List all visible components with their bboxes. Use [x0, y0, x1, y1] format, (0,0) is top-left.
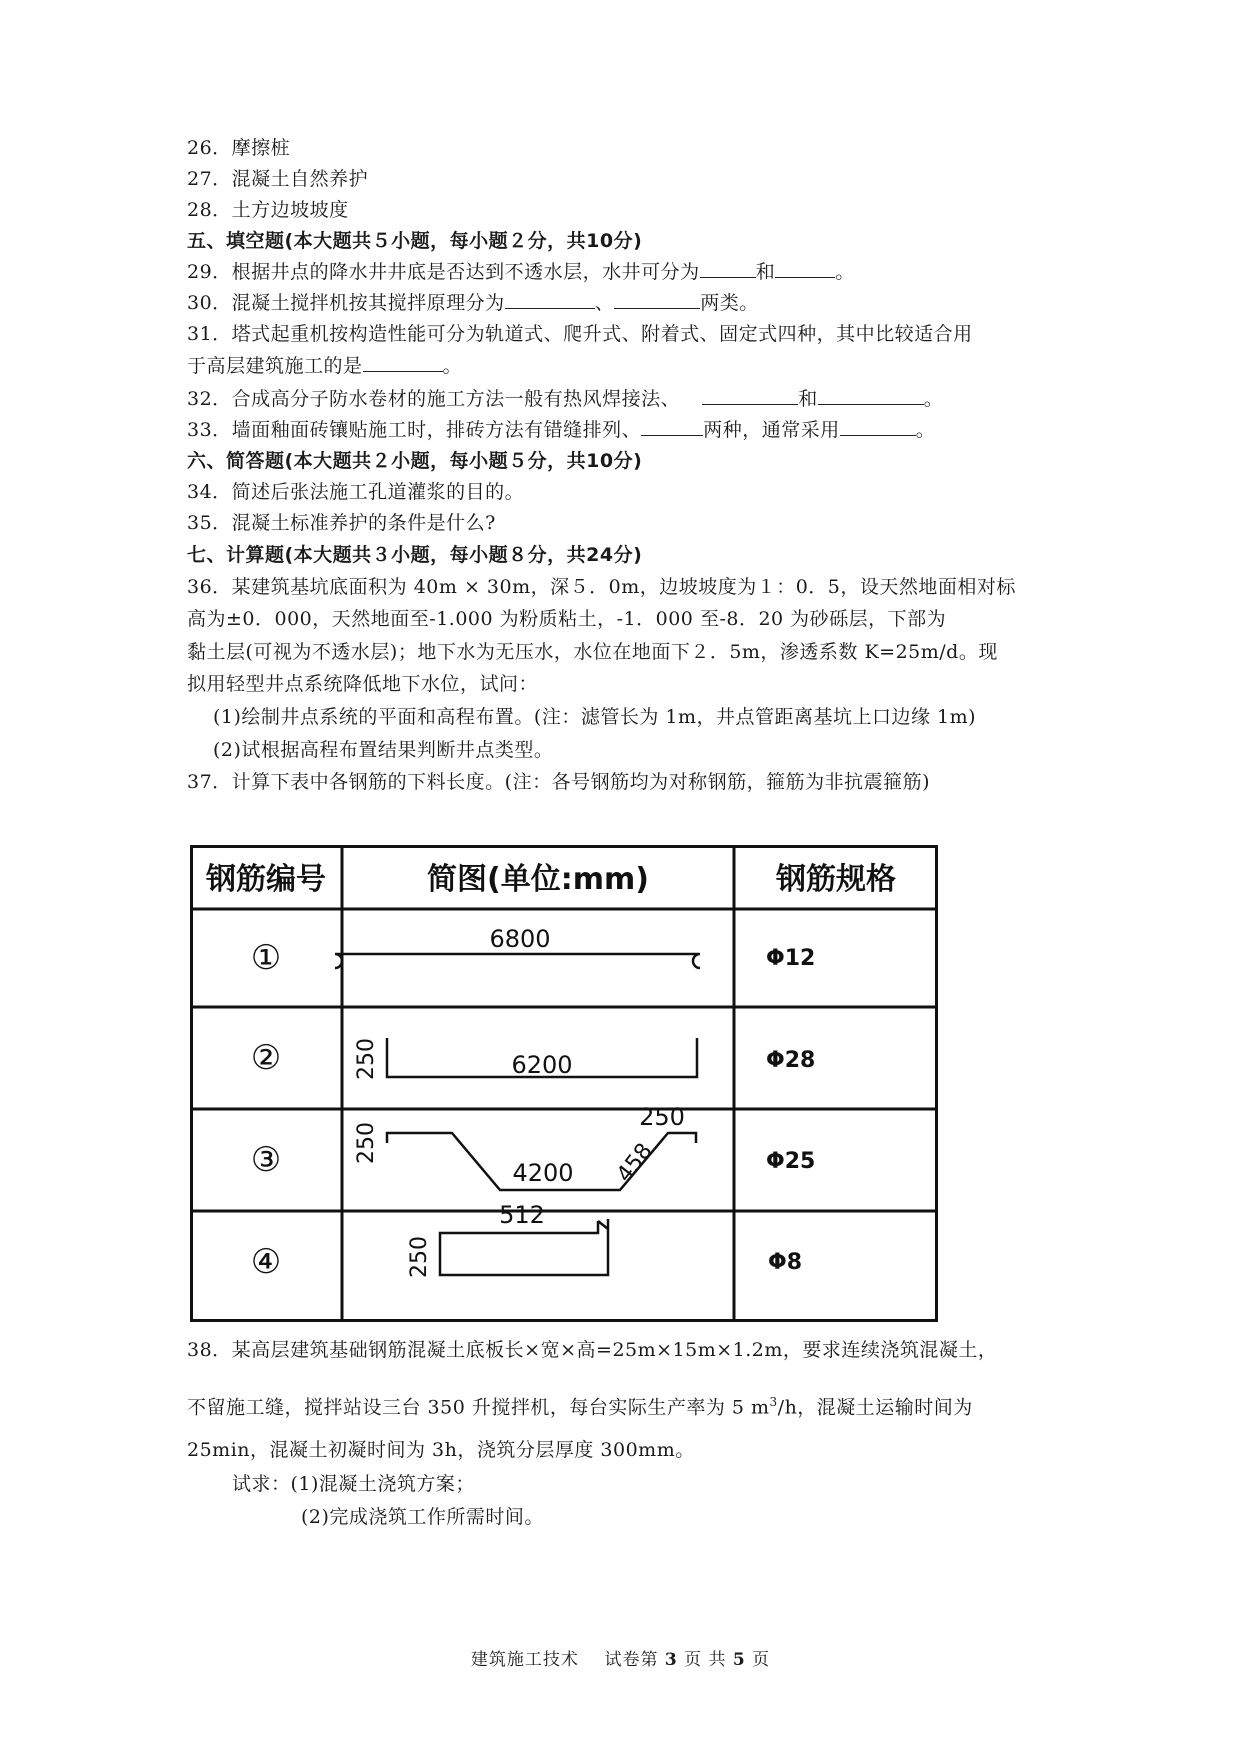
rebar-table [190, 845, 940, 1323]
rebar-1-shape [335, 954, 700, 968]
q36-line3: 黏土层(可视为不透水层)；地下水为无压水，水位在地面下２．5m，渗透系数 K=25m/d。现 [187, 641, 998, 663]
blank [641, 419, 703, 436]
q35: 35．混凝土标准养护的条件是什么? [187, 512, 496, 534]
blank [840, 419, 916, 436]
rebar-3-length: 4200 [512, 1159, 574, 1187]
q33 [187, 418, 935, 442]
rebar-3-right-length: 250 [639, 1103, 685, 1131]
blank [505, 292, 595, 309]
q38-sub1: 试求：(1)混凝土浇筑方案； [232, 1473, 475, 1495]
q36-sub1: (1)绘制井点系统的平面和高程布置。(注：滤管长为 1m，井点管距离基坑上口边缘 1m) [213, 706, 977, 728]
section-6-heading: 六、简答题(本大题共２小题，每小题５分，共10分) [187, 450, 643, 472]
rebar-3-left-length: 250 [354, 1122, 379, 1164]
section-7-heading: 七、计算题(本大题共３小题，每小题８分，共24分) [187, 544, 643, 566]
q38-line2 [187, 1390, 973, 1419]
rebar-2-length: 6200 [511, 1051, 573, 1079]
blank [775, 261, 835, 278]
rebar-spec-1: Φ12 [766, 946, 816, 971]
blank [363, 355, 443, 372]
q30-text: 、 [594, 292, 615, 314]
q27: 27．混凝土自然养护 [187, 168, 369, 190]
footer-page-number: 3 [664, 1650, 678, 1670]
section-5-heading: 五、填空题(本大题共５小题，每小题２分，共10分) [187, 230, 643, 252]
footer-page-unit: 页 [684, 1650, 703, 1670]
q38-text: 不留施工缝，搅拌站设三台 350 升搅拌机，每台实际生产率为 5 m [187, 1396, 770, 1419]
header-spec: 钢筋规格 [776, 862, 896, 897]
rebar-spec-3: Φ25 [766, 1149, 816, 1174]
q37: 37．计算下表中各钢筋的下料长度。(注：各号钢筋均为对称钢筋，箍筋为非抗震箍筋) [187, 771, 931, 793]
header-rebar-id: 钢筋编号 [206, 862, 326, 897]
q38-sub2: (2)完成浇筑工作所需时间。 [301, 1506, 544, 1528]
header-sketch: 简图(单位:mm) [427, 862, 649, 897]
q38-superscript: 3 [769, 1395, 778, 1409]
rebar-spec-2: Φ28 [766, 1048, 816, 1073]
q29-text: 。 [835, 261, 855, 283]
footer-course: 建筑施工技术 [470, 1650, 579, 1670]
q32-text: 和 [798, 388, 818, 410]
q32-text: 32．合成高分子防水卷材的施工方法一般有热风焊接法、 [187, 388, 681, 410]
blank [702, 388, 798, 405]
q31-text: 于高层建筑施工的是 [187, 355, 363, 377]
rebar-id-2: ② [250, 1038, 282, 1078]
q29-text: 29．根据井点的降水井井底是否达到不透水层，水井可分为 [187, 261, 700, 283]
q29-text: 和 [755, 261, 776, 283]
q28: 28．土方边坡坡度 [187, 199, 349, 221]
rebar-id-4: ④ [250, 1242, 282, 1282]
q33-text: 两种，通常采用 [703, 419, 840, 441]
q38-text: /h，混凝土运输时间为 [777, 1396, 973, 1419]
q36-line2: 高为±0．000，天然地面至-1.000 为粉质粘土，-1．000 至-8．20 为砂砾层，下部为 [187, 608, 947, 630]
blank [818, 388, 924, 405]
page-footer [0, 1645, 1241, 1670]
q30-text: 30．混凝土搅拌机按其搅拌原理分为 [187, 292, 505, 314]
q34: 34．简述后张法施工孔道灌浆的目的。 [187, 481, 525, 503]
q33-text: 33．墙面釉面砖镶贴施工时，排砖方法有错缝排列、 [187, 419, 642, 441]
rebar-4-height: 250 [407, 1236, 432, 1278]
blank [700, 261, 756, 278]
q36-sub2: (2)试根据高程布置结果判断井点类型。 [213, 739, 554, 761]
q29 [187, 260, 855, 284]
q30-text: 两类。 [700, 292, 759, 314]
blank [614, 292, 700, 309]
rebar-4-width: 512 [499, 1201, 545, 1229]
rebar-id-3: ③ [250, 1140, 282, 1180]
rebar-1-length: 6800 [489, 925, 551, 953]
rebar-spec-4: Φ8 [768, 1250, 803, 1275]
q36-line4: 拟用轻型井点系统降低地下水位，试问： [187, 673, 539, 695]
q32-text: 。 [923, 388, 944, 410]
q31-line1: 31．塔式起重机按构造性能可分为轨道式、爬升式、附着式、固定式四种，其中比较适合用 [187, 323, 973, 345]
rebar-2-hook-length: 250 [354, 1038, 379, 1080]
q31-text: 。 [442, 355, 463, 377]
footer-paper: 试卷第 [604, 1650, 659, 1670]
footer-total-prefix: 共 [708, 1650, 727, 1670]
q31-line2 [187, 354, 462, 378]
footer-total-unit: 页 [752, 1650, 771, 1670]
q33-text: 。 [915, 419, 936, 441]
q36-line1: 36．某建筑基坑底面积为 40m × 30m，深５．0m，边坡坡度为１：0．5，设天然地面相对标 [187, 576, 1016, 598]
q30 [187, 291, 759, 315]
q38-line3: 25min，混凝土初凝时间为 3h，浇筑分层厚度 300mm。 [187, 1439, 695, 1461]
rebar-3-bent-length: 458 [612, 1138, 658, 1188]
q32 [187, 387, 943, 411]
q26: 26．摩擦桩 [187, 137, 291, 159]
table-border [192, 847, 937, 1321]
rebar-id-1: ① [250, 938, 282, 978]
footer-total-pages: 5 [732, 1650, 746, 1670]
q38-line1: 38．某高层建筑基础钢筋混凝土底板长×宽×高=25m×15m×1.2m，要求连续浇筑混凝土， [187, 1339, 998, 1361]
